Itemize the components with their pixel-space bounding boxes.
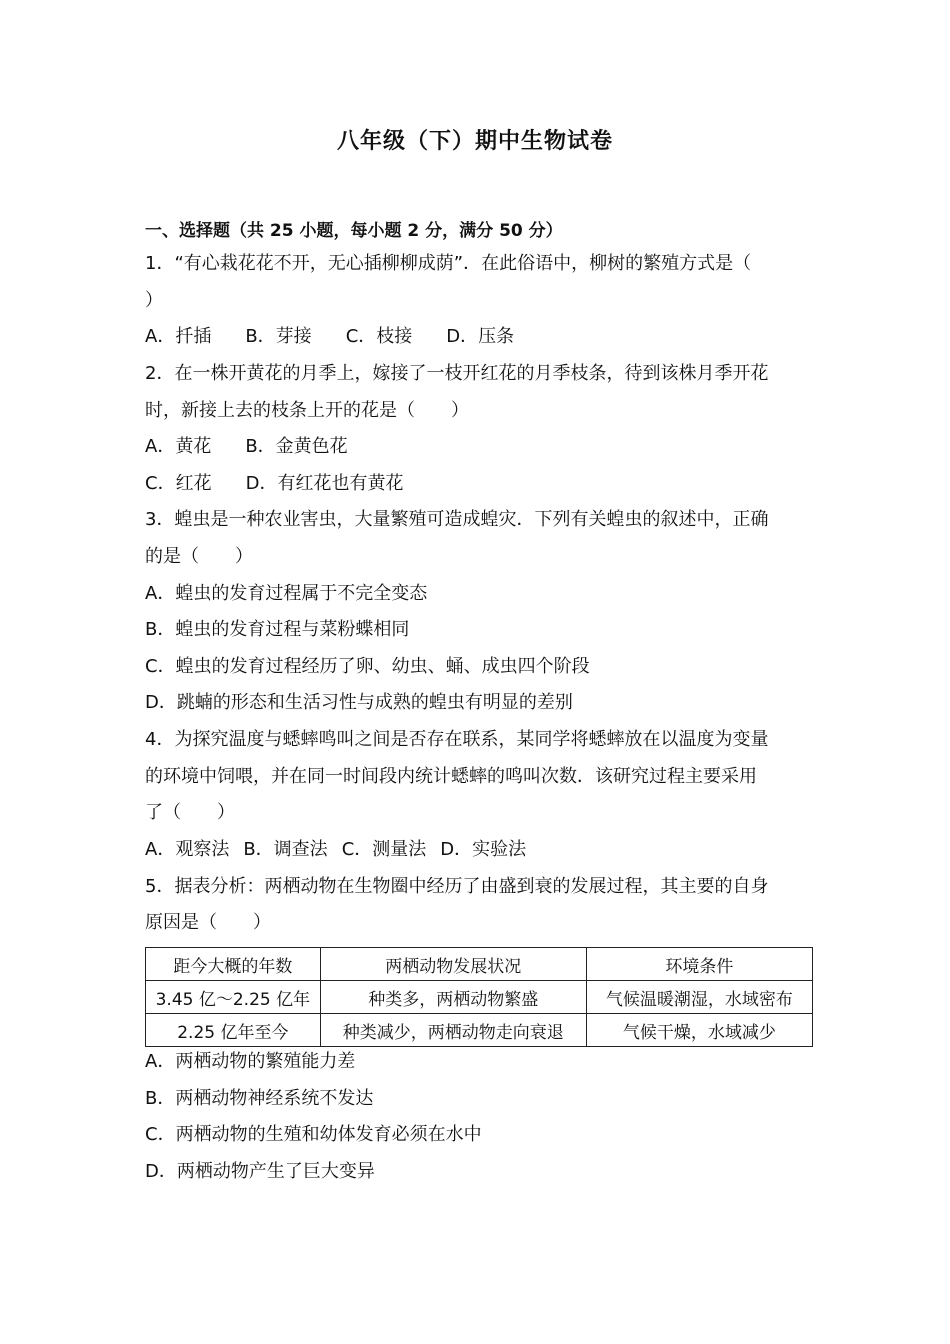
question-1-line-2: ） [145, 290, 163, 311]
q1-option-b[interactable]: B．芽接 [245, 326, 312, 347]
q4-option-b[interactable]: B．调查法 [243, 839, 328, 860]
q4-option-d[interactable]: D．实验法 [440, 839, 527, 860]
table-cell: 种类多，两栖动物繁盛 [320, 981, 586, 1014]
q2-option-d[interactable]: D．有红花也有黄花 [245, 473, 404, 494]
table-cell: 种类减少，两栖动物走向衰退 [320, 1014, 586, 1047]
table-header-cell: 两栖动物发展状况 [320, 948, 586, 981]
q1-option-c[interactable]: C．枝接 [345, 326, 413, 347]
question-2-options-row-2 [145, 472, 403, 496]
q3-option-a[interactable]: A．蝗虫的发育过程属于不完全变态 [145, 583, 428, 604]
amphibian-table [145, 947, 813, 1047]
question-4-line-1: 4．为探究温度与蟋蟀鸣叫之间是否存在联系，某同学将蟋蟀放在以温度为变量 [145, 729, 769, 750]
table-cell: 3.45 亿～2.25 亿年 [146, 981, 321, 1014]
question-5-line-2: 原因是（ ） [145, 912, 271, 933]
table-header-row [146, 948, 813, 981]
q5-option-b[interactable]: B．两栖动物神经系统不发达 [145, 1088, 374, 1109]
q2-option-a[interactable]: A．黄花 [145, 436, 212, 457]
table-header-cell: 距今大概的年数 [146, 948, 321, 981]
q1-option-d[interactable]: D．压条 [446, 326, 515, 347]
q2-option-b[interactable]: B．金黄色花 [245, 436, 348, 457]
question-3-line-1: 3．蝗虫是一种农业害虫，大量繁殖可造成蝗灾．下列有关蝗虫的叙述中，正确 [145, 509, 769, 530]
q3-option-c[interactable]: C．蝗虫的发育过程经历了卵、幼虫、蛹、成虫四个阶段 [145, 656, 590, 677]
table-cell: 气候干燥，水域减少 [586, 1014, 812, 1047]
q5-option-a[interactable]: A．两栖动物的繁殖能力差 [145, 1051, 356, 1072]
table-row [146, 1014, 813, 1047]
q4-option-c[interactable]: C．测量法 [341, 839, 427, 860]
section-heading: 一、选择题（共 25 小题，每小题 2 分，满分 50 分） [145, 221, 563, 241]
question-2-line-2: 时，新接上去的枝条上开的花是（ ） [145, 400, 469, 421]
question-5-line-1: 5．据表分析：两栖动物在生物圈中经历了由盛到衰的发展过程，其主要的自身 [145, 876, 769, 897]
table-cell: 2.25 亿年至今 [146, 1014, 321, 1047]
q3-option-d[interactable]: D．跳蝻的形态和生活习性与成熟的蝗虫有明显的差别 [145, 692, 573, 713]
table-header-cell: 环境条件 [586, 948, 812, 981]
question-4-line-2: 的环境中饲喂，并在同一时间段内统计蟋蟀的鸣叫次数．该研究过程主要采用 [145, 766, 757, 787]
q4-option-a[interactable]: A．观察法 [145, 839, 230, 860]
page-title: 八年级（下）期中生物试卷 [336, 129, 613, 154]
q2-option-c[interactable]: C．红花 [145, 473, 212, 494]
question-2-line-1: 2．在一株开黄花的月季上，嫁接了一枝开红花的月季枝条，待到该株月季开花 [145, 363, 769, 384]
q5-option-c[interactable]: C．两栖动物的生殖和幼体发育必须在水中 [145, 1124, 482, 1145]
table-row [146, 981, 813, 1014]
table-cell: 气候温暖潮湿，水域密布 [586, 981, 812, 1014]
question-3-line-2: 的是（ ） [145, 546, 253, 567]
q1-option-a[interactable]: A．扦插 [145, 326, 212, 347]
question-2-options-row-1 [145, 435, 348, 459]
question-4-line-3: 了（ ） [145, 802, 235, 823]
question-1-options [145, 325, 514, 349]
q5-option-d[interactable]: D．两栖动物产生了巨大变异 [145, 1161, 375, 1182]
question-4-options [145, 838, 526, 862]
q3-option-b[interactable]: B．蝗虫的发育过程与菜粉蝶相同 [145, 619, 410, 640]
question-1-line-1: 1．“有心栽花花不开，无心插柳柳成荫”．在此俗语中，柳树的繁殖方式是（ [145, 253, 752, 274]
